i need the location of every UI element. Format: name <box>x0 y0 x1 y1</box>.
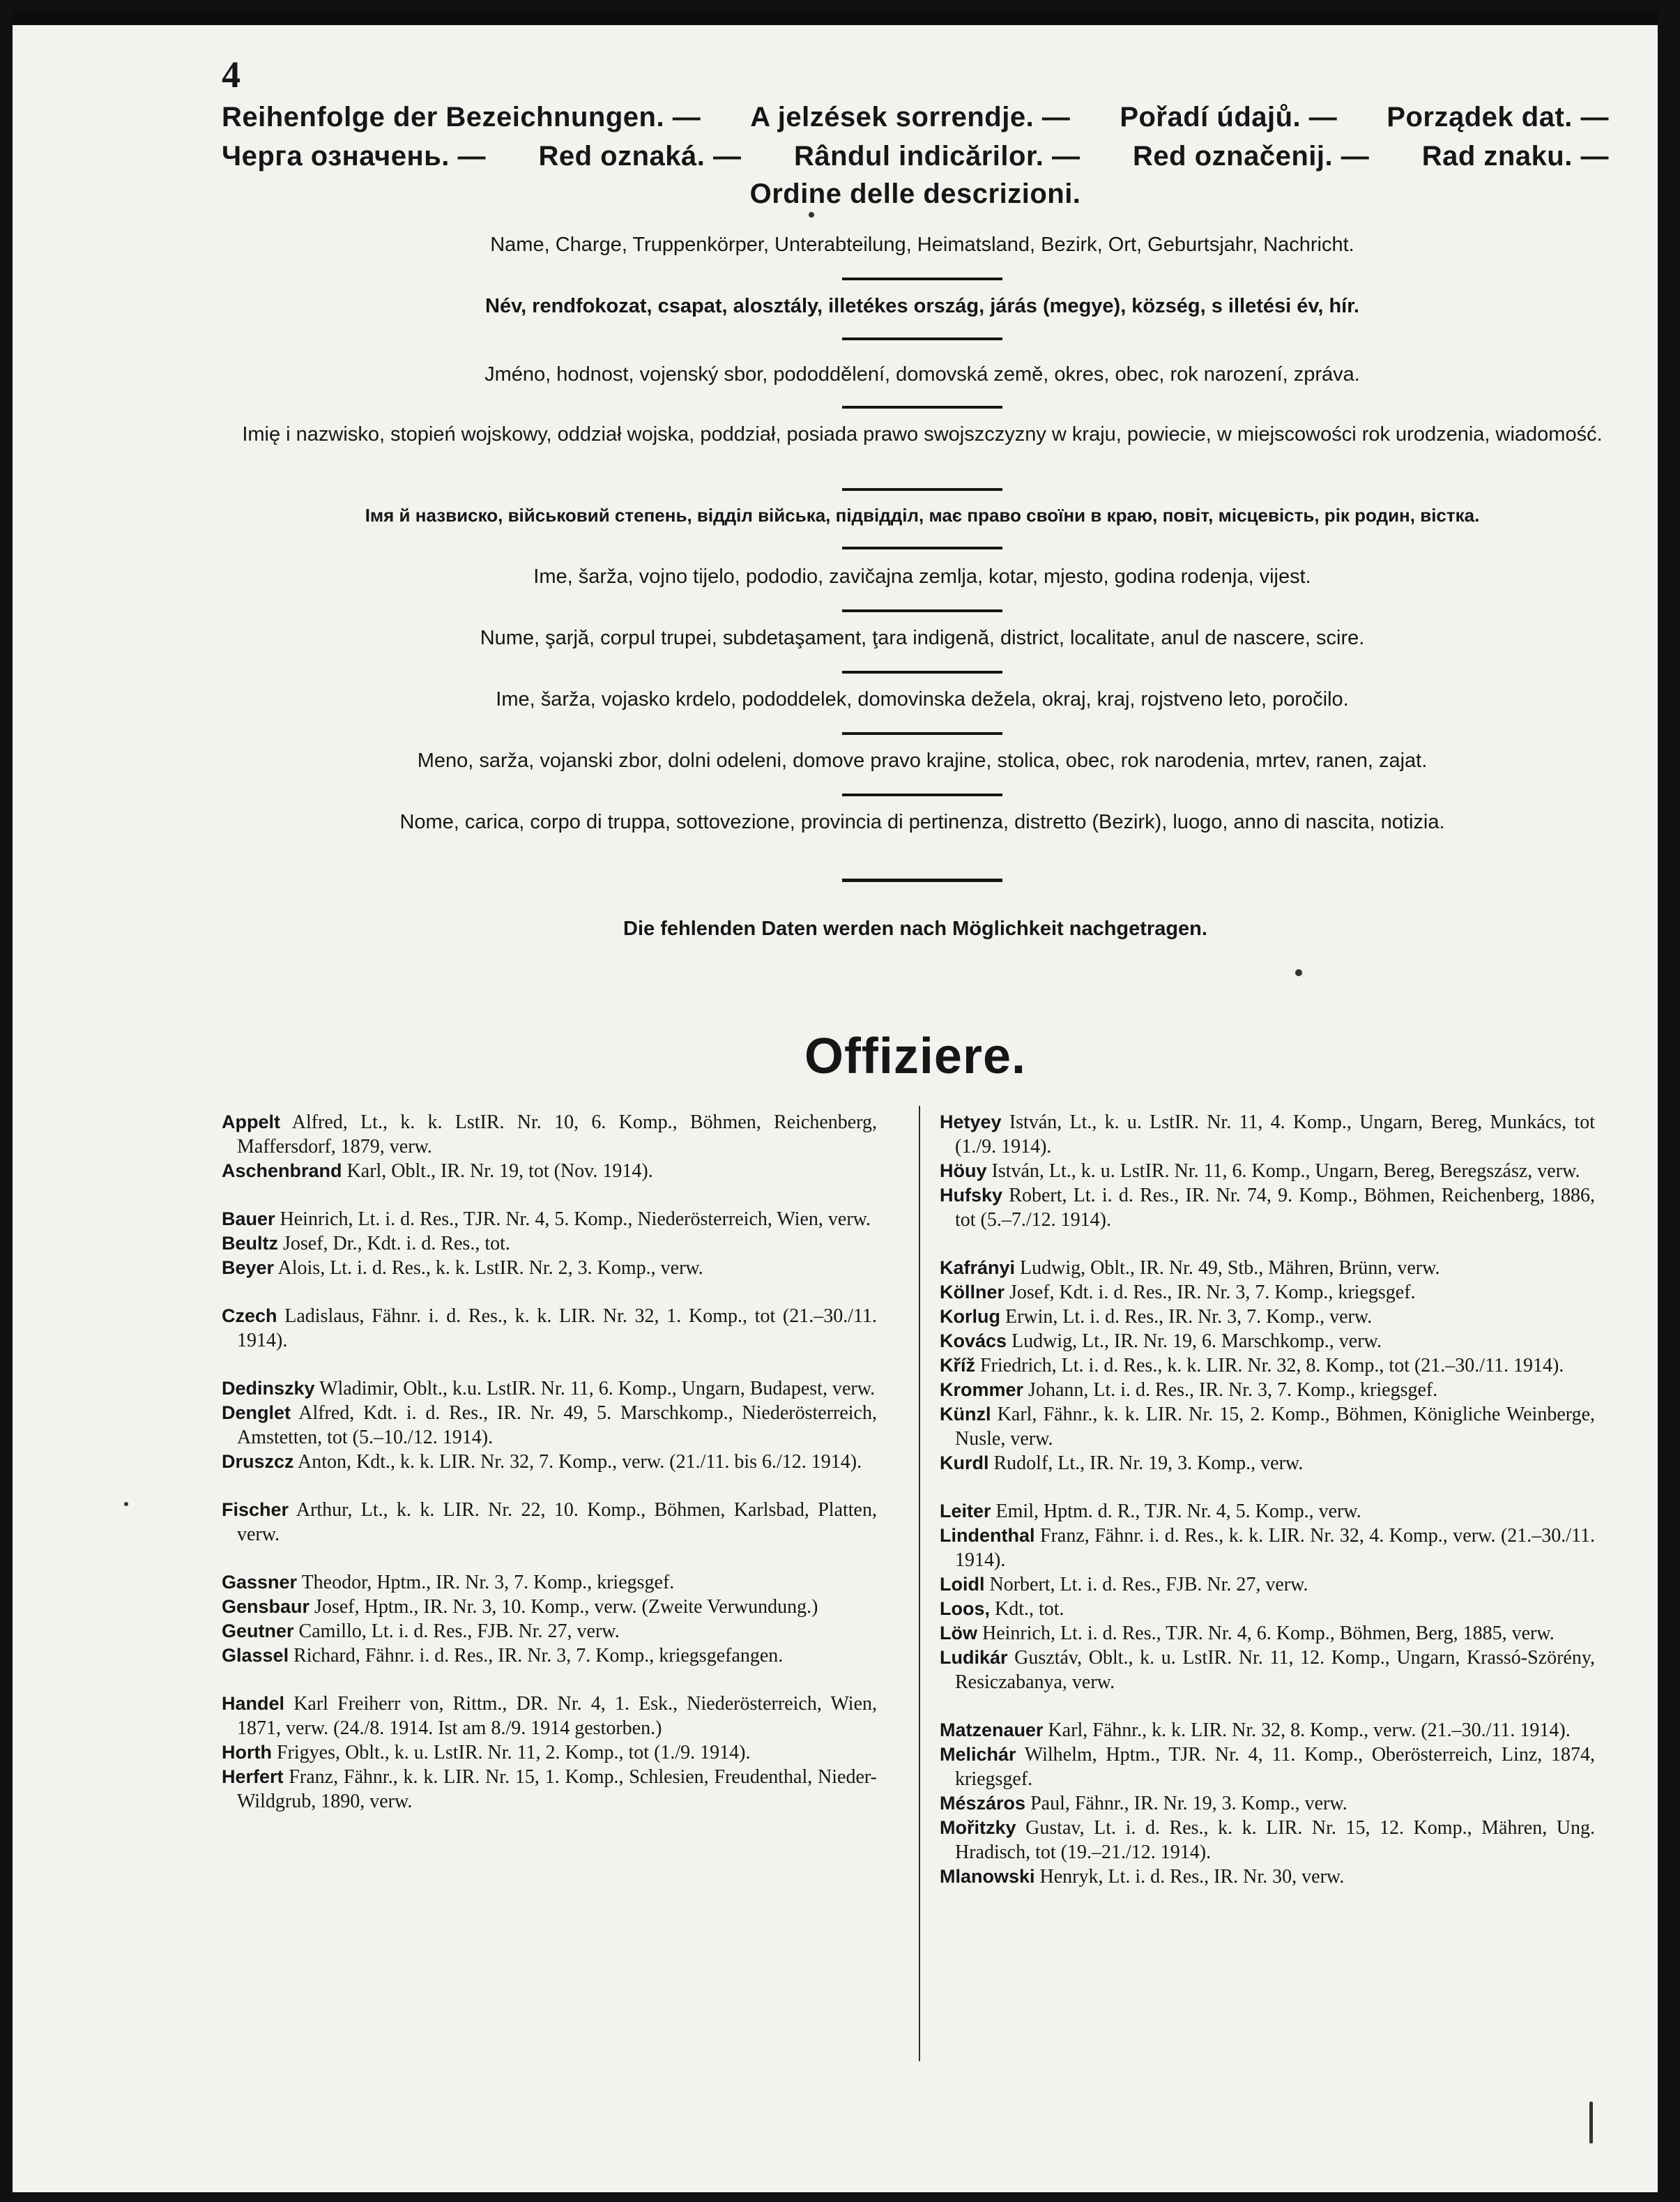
column-divider <box>919 1106 920 2061</box>
officer-details: Karl Freiherr von, Rittm., DR. Nr. 4, 1. Esk., Niederösterreich, Wien, 1871, verw. (24./8. 1914. Ist am 8./9. 1914 gestorben.) <box>237 1693 878 1739</box>
officer-details: István, Lt., k. u. LstIR. Nr. 11, 6. Komp., Ungarn, Bereg, Beregszász, verw. <box>991 1160 1580 1182</box>
heading-line-3 <box>222 176 1609 212</box>
officer-details: Alois, Lt. i. d. Res., k. k. LstIR. Nr. 2, 3. Komp., verw. <box>277 1257 703 1279</box>
separator <box>842 609 1002 612</box>
officer-entry <box>940 1499 1595 1524</box>
officer-entry <box>222 1256 877 1280</box>
officer-entry <box>940 1742 1595 1791</box>
heading-segment: Rândul indicărilor. — <box>793 141 1080 172</box>
officer-entry <box>940 1183 1595 1232</box>
lang-polish: Imię i nazwisko, stopień wojskowy, oddział wojska, poddział, posiada prawo swojszczyzny w kraju, powiecie, w miejscowości rok urodzenia, wiadomość. <box>242 423 1603 446</box>
heading-segment: Porządek dat. — <box>1387 102 1609 132</box>
officer-surname: Bauer <box>222 1208 275 1229</box>
officer-surname: Gensbaur <box>222 1596 310 1617</box>
section-title: Offiziere. <box>804 1028 1027 1084</box>
lang-romanian: Nume, şarjă, corpul trupei, subdetaşament, ţara indigenă, district, localitate, anul de nascere, scire. <box>480 627 1365 649</box>
officer-surname: Denglet <box>222 1402 291 1423</box>
officer-entry <box>940 1280 1595 1305</box>
officer-details: Ladislaus, Fähnr. i. d. Res., k. k. LIR. Nr. 32, 1. Komp., tot (21.–30./11. 1914). <box>237 1305 878 1351</box>
officer-entry <box>940 1451 1595 1475</box>
officer-surname: Loidl <box>940 1574 985 1595</box>
officer-entry <box>222 1231 877 1256</box>
officer-surname: Lindenthal <box>940 1525 1035 1546</box>
lang-german: Name, Charge, Truppenkörper, Unterabteilung, Heimatsland, Bezirk, Ort, Geburtsjahr, Nachricht. <box>490 234 1354 256</box>
officer-details: Emil, Hptm. d. R., TJR. Nr. 4, 5. Komp., verw. <box>995 1501 1361 1522</box>
officer-details: Alfred, Lt., k. k. LstIR. Nr. 10, 6. Komp., Böhmen, Reichenberg, Maffersdorf, 1879, verw. <box>237 1111 877 1157</box>
officer-entry <box>222 1450 877 1474</box>
entry-gap <box>940 1232 1595 1256</box>
officer-details: Henryk, Lt. i. d. Res., IR. Nr. 30, verw. <box>1039 1866 1345 1888</box>
entry-gap <box>222 1353 877 1376</box>
print-speck <box>1295 969 1302 976</box>
officer-surname: Künzl <box>940 1404 991 1425</box>
heading-ordine: Ordine delle descrizioni. <box>749 179 1081 209</box>
officer-details: Karl, Fähnr., k. k. LIR. Nr. 32, 8. Komp., verw. (21.–30./11. 1914). <box>1048 1719 1571 1741</box>
separator <box>842 671 1002 674</box>
heading-segment: A jelzések sorrendje. — <box>750 102 1071 132</box>
lang-slovak: Meno, sarža, vojanski zbor, dolni odeleni, domove pravo krajine, stolica, obec, rok narodenia, mrtev, ranen, zajat. <box>417 750 1428 772</box>
entry-gap <box>222 1183 877 1207</box>
lang-czech: Jméno, hodnost, vojenský sbor, pododdělení, domovská země, okres, obec, rok narození, zpráva. <box>484 363 1360 386</box>
officer-details: Heinrich, Lt. i. d. Res., TJR. Nr. 4, 6. Komp., Böhmen, Berg, 1885, verw. <box>982 1623 1555 1644</box>
officer-surname: Kovács <box>940 1330 1007 1351</box>
officer-surname: Mořitzky <box>940 1817 1016 1838</box>
scan-top-edge <box>13 10 1658 25</box>
officer-surname: Loos, <box>940 1598 990 1619</box>
separator <box>842 406 1002 409</box>
officer-entry <box>940 1816 1595 1865</box>
heading-segment: Черга означень. — <box>222 141 486 172</box>
print-speck <box>124 1502 128 1506</box>
officer-entry <box>222 1401 877 1450</box>
heading-segment: Red oznaká. — <box>538 141 742 172</box>
lang-slovenian: Ime, šarža, vojasko krdelo, pododdelek, domovinska dežela, okraj, kraj, rojstveno leto, poročilo. <box>496 688 1349 711</box>
separator <box>842 337 1002 340</box>
officer-details: Karl, Oblt., IR. Nr. 19, tot (Nov. 1914). <box>346 1160 653 1182</box>
officer-entry <box>940 1621 1595 1646</box>
officer-surname: Beultz <box>222 1233 278 1254</box>
officer-entry <box>940 1353 1595 1378</box>
officer-entry <box>222 1207 877 1231</box>
officer-surname: Aschenbrand <box>222 1160 342 1181</box>
lang-croatian: Ime, šarža, vojno tijelo, pododio, zavičajna zemlja, kotar, mjesto, godina rodenja, vijest. <box>533 565 1311 588</box>
officer-details: István, Lt., k. u. LstIR. Nr. 11, 4. Komp., Ungarn, Bereg, Munkács, tot (1./9. 1914). <box>955 1111 1596 1157</box>
officer-entry <box>222 1643 877 1668</box>
officer-details: Alfred, Kdt. i. d. Res., IR. Nr. 49, 5. Marschkomp., Niederösterreich, Amstetten, tot (5.–10./12. 1914). <box>237 1402 877 1448</box>
officer-entry <box>940 1718 1595 1742</box>
officer-details: Gustav, Lt. i. d. Res., k. k. LIR. Nr. 15, 12. Komp., Mähren, Ung. Hradisch, tot (19.–21./12. 1914). <box>955 1817 1596 1863</box>
officer-surname: Druszcz <box>222 1451 294 1472</box>
lang-ruthenian: Імя й назвиско, військовий степень, відділ війська, підвідділ, має право своїни в краю, повіт, місцевість, рік родин, вістка. <box>365 505 1480 526</box>
officer-details: Norbert, Lt. i. d. Res., FJB. Nr. 27, verw. <box>989 1574 1308 1595</box>
officer-surname: Matzenauer <box>940 1719 1044 1740</box>
officer-surname: Gassner <box>222 1572 298 1593</box>
entry-gap <box>222 1474 877 1498</box>
officer-surname: Fischer <box>222 1499 289 1520</box>
officer-details: Josef, Kdt. i. d. Res., IR. Nr. 3, 7. Komp., kriegsgef. <box>1009 1282 1416 1303</box>
officer-surname: Ludikár <box>940 1647 1008 1668</box>
officer-entry <box>940 1159 1595 1183</box>
officer-details: Richard, Fähnr. i. d. Res., IR. Nr. 3, 7. Komp., kriegsgefangen. <box>293 1645 784 1666</box>
officer-details: Erwin, Lt. i. d. Res., IR. Nr. 3, 7. Komp., verw. <box>1005 1306 1373 1328</box>
officer-details: Franz, Fähnr., k. k. LIR. Nr. 15, 1. Komp., Schlesien, Freudenthal, Nieder-Wildgrub, 1890, verw. <box>237 1766 877 1812</box>
officer-entry <box>940 1646 1595 1694</box>
officer-details: Frigyes, Oblt., k. u. LstIR. Nr. 11, 2. Komp., tot (1./9. 1914). <box>276 1742 751 1763</box>
officer-details: Ludwig, Lt., IR. Nr. 19, 6. Marschkomp., verw. <box>1011 1330 1382 1352</box>
officer-surname: Kafrányi <box>940 1257 1016 1278</box>
officer-entry <box>222 1595 877 1619</box>
officer-list-right <box>940 1110 1595 1889</box>
lang-hungarian: Név, rendfokozat, csapat, alosztály, illetékes ország, járás (megye), község, s illetési év, hír. <box>485 295 1359 317</box>
officer-details: Heinrich, Lt. i. d. Res., TJR. Nr. 4, 5. Komp., Niederösterreich, Wien, verw. <box>280 1208 871 1230</box>
officer-details: Rudolf, Lt., IR. Nr. 19, 3. Komp., verw. <box>993 1452 1304 1474</box>
officer-surname: Hetyey <box>940 1111 1002 1132</box>
officer-entry <box>222 1765 877 1814</box>
officer-entry <box>222 1498 877 1547</box>
officer-details: Kdt., tot. <box>995 1598 1064 1620</box>
page-number: 4 <box>222 54 240 96</box>
officer-details: Karl, Fähnr., k. k. LIR. Nr. 15, 2. Komp., Böhmen, Königliche Weinberge, Nusle, verw. <box>955 1404 1595 1450</box>
officer-entry <box>940 1865 1595 1889</box>
separator <box>842 278 1002 280</box>
heading-segment: Reihenfolge der Bezeichnungen. — <box>222 102 701 132</box>
separator <box>842 732 1002 735</box>
entry-gap <box>222 1547 877 1570</box>
officer-entry <box>222 1304 877 1353</box>
entry-gap <box>940 1694 1595 1718</box>
officer-details: Paul, Fähnr., IR. Nr. 19, 3. Komp., verw. <box>1030 1793 1347 1814</box>
heading-segment: Red označenij. — <box>1133 141 1370 172</box>
officer-entry <box>940 1791 1595 1816</box>
officer-details: Ludwig, Oblt., IR. Nr. 49, Stb., Mähren, Brünn, verw. <box>1020 1257 1440 1279</box>
officer-surname: Mlanowski <box>940 1866 1035 1887</box>
officer-entry <box>222 1159 877 1183</box>
document-page <box>13 10 1658 2192</box>
heading-line-2 <box>222 138 1609 174</box>
separator <box>842 879 1002 882</box>
officer-entry <box>940 1524 1595 1572</box>
entry-gap <box>222 1668 877 1692</box>
print-speck <box>809 212 814 218</box>
heading-segment: Pořadí údajů. — <box>1120 102 1338 132</box>
officer-surname: Mészáros <box>940 1793 1026 1814</box>
officer-details: Robert, Lt. i. d. Res., IR. Nr. 74, 9. Komp., Böhmen, Reichenberg, 1886, tot (5.–7./12. 1914). <box>955 1185 1595 1231</box>
missing-data-note: Die fehlenden Daten werden nach Möglichkeit nachgetragen. <box>623 918 1207 940</box>
officer-surname: Hufsky <box>940 1185 1003 1206</box>
officer-entry <box>940 1329 1595 1353</box>
officer-details: Arthur, Lt., k. k. LIR. Nr. 22, 10. Komp., Böhmen, Karlsbad, Platten, verw. <box>237 1499 877 1545</box>
officer-surname: Appelt <box>222 1111 280 1132</box>
officer-surname: Geutner <box>222 1620 294 1641</box>
officer-entry <box>940 1256 1595 1280</box>
lang-italian: Nome, carica, corpo di truppa, sottovezione, provincia di pertinenza, distretto (Bezirk), luogo, anno di nascita, notizia. <box>399 811 1445 833</box>
officer-surname: Beyer <box>222 1257 275 1278</box>
officer-surname: Korlug <box>940 1306 1000 1327</box>
officer-entry <box>940 1378 1595 1402</box>
officer-surname: Horth <box>222 1742 272 1763</box>
entry-gap <box>222 1280 877 1304</box>
officer-entry <box>222 1110 877 1159</box>
separator <box>842 547 1002 549</box>
officer-surname: Glassel <box>222 1645 289 1666</box>
officer-details: Camillo, Lt. i. d. Res., FJB. Nr. 27, verw. <box>298 1620 620 1642</box>
officer-surname: Kurdl <box>940 1452 989 1473</box>
separator <box>842 794 1002 796</box>
heading-line-1 <box>222 99 1609 135</box>
officer-surname: Dedinszky <box>222 1378 315 1399</box>
print-mark <box>1589 2102 1593 2143</box>
officer-entry <box>222 1740 877 1765</box>
officer-surname: Melichár <box>940 1744 1016 1765</box>
officer-entry <box>940 1110 1595 1159</box>
officer-list-left <box>222 1110 877 1814</box>
officer-details: Anton, Kdt., k. k. LIR. Nr. 32, 7. Komp., verw. (21./11. bis 6./12. 1914). <box>298 1451 862 1473</box>
officer-entry <box>222 1619 877 1643</box>
officer-details: Gusztáv, Oblt., k. u. LstIR. Nr. 11, 12. Komp., Ungarn, Krassó-Szörény, Resiczabanya, verw. <box>955 1647 1595 1693</box>
officer-details: Johann, Lt. i. d. Res., IR. Nr. 3, 7. Komp., kriegsgef. <box>1028 1379 1438 1401</box>
officer-details: Theodor, Hptm., IR. Nr. 3, 7. Komp., kriegsgef. <box>301 1572 675 1593</box>
officer-details: Wilhelm, Hptm., TJR. Nr. 4, 11. Komp., Oberösterreich, Linz, 1874, kriegsgef. <box>955 1744 1595 1790</box>
officer-surname: Handel <box>222 1693 285 1714</box>
officer-entry <box>222 1376 877 1401</box>
entry-gap <box>940 1475 1595 1499</box>
officer-surname: Herfert <box>222 1766 284 1787</box>
officer-surname: Köllner <box>940 1282 1005 1303</box>
officer-surname: Höuy <box>940 1160 987 1181</box>
officer-surname: Löw <box>940 1623 977 1643</box>
officer-entry <box>940 1305 1595 1329</box>
officer-details: Josef, Hptm., IR. Nr. 3, 10. Komp., verw. (Zweite Verwundung.) <box>314 1596 818 1618</box>
officer-details: Friedrich, Lt. i. d. Res., k. k. LIR. Nr. 32, 8. Komp., tot (21.–30./11. 1914). <box>980 1355 1564 1376</box>
officer-surname: Krommer <box>940 1379 1024 1400</box>
officer-surname: Leiter <box>940 1501 991 1521</box>
separator <box>842 488 1002 491</box>
officer-entry <box>940 1402 1595 1451</box>
officer-entry <box>940 1597 1595 1621</box>
officer-details: Franz, Fähnr. i. d. Res., k. k. LIR. Nr. 32, 4. Komp., verw. (21.–30./11. 1914). <box>955 1525 1596 1571</box>
officer-details: Wladimir, Oblt., k.u. LstIR. Nr. 11, 6. Komp., Ungarn, Budapest, verw. <box>319 1378 876 1399</box>
officer-surname: Kříž <box>940 1355 976 1376</box>
officer-surname: Czech <box>222 1305 277 1326</box>
officer-entry <box>222 1570 877 1595</box>
officer-entry <box>222 1692 877 1740</box>
officer-details: Josef, Dr., Kdt. i. d. Res., tot. <box>283 1233 510 1254</box>
officer-entry <box>940 1572 1595 1597</box>
heading-segment: Rad znaku. — <box>1421 141 1609 172</box>
